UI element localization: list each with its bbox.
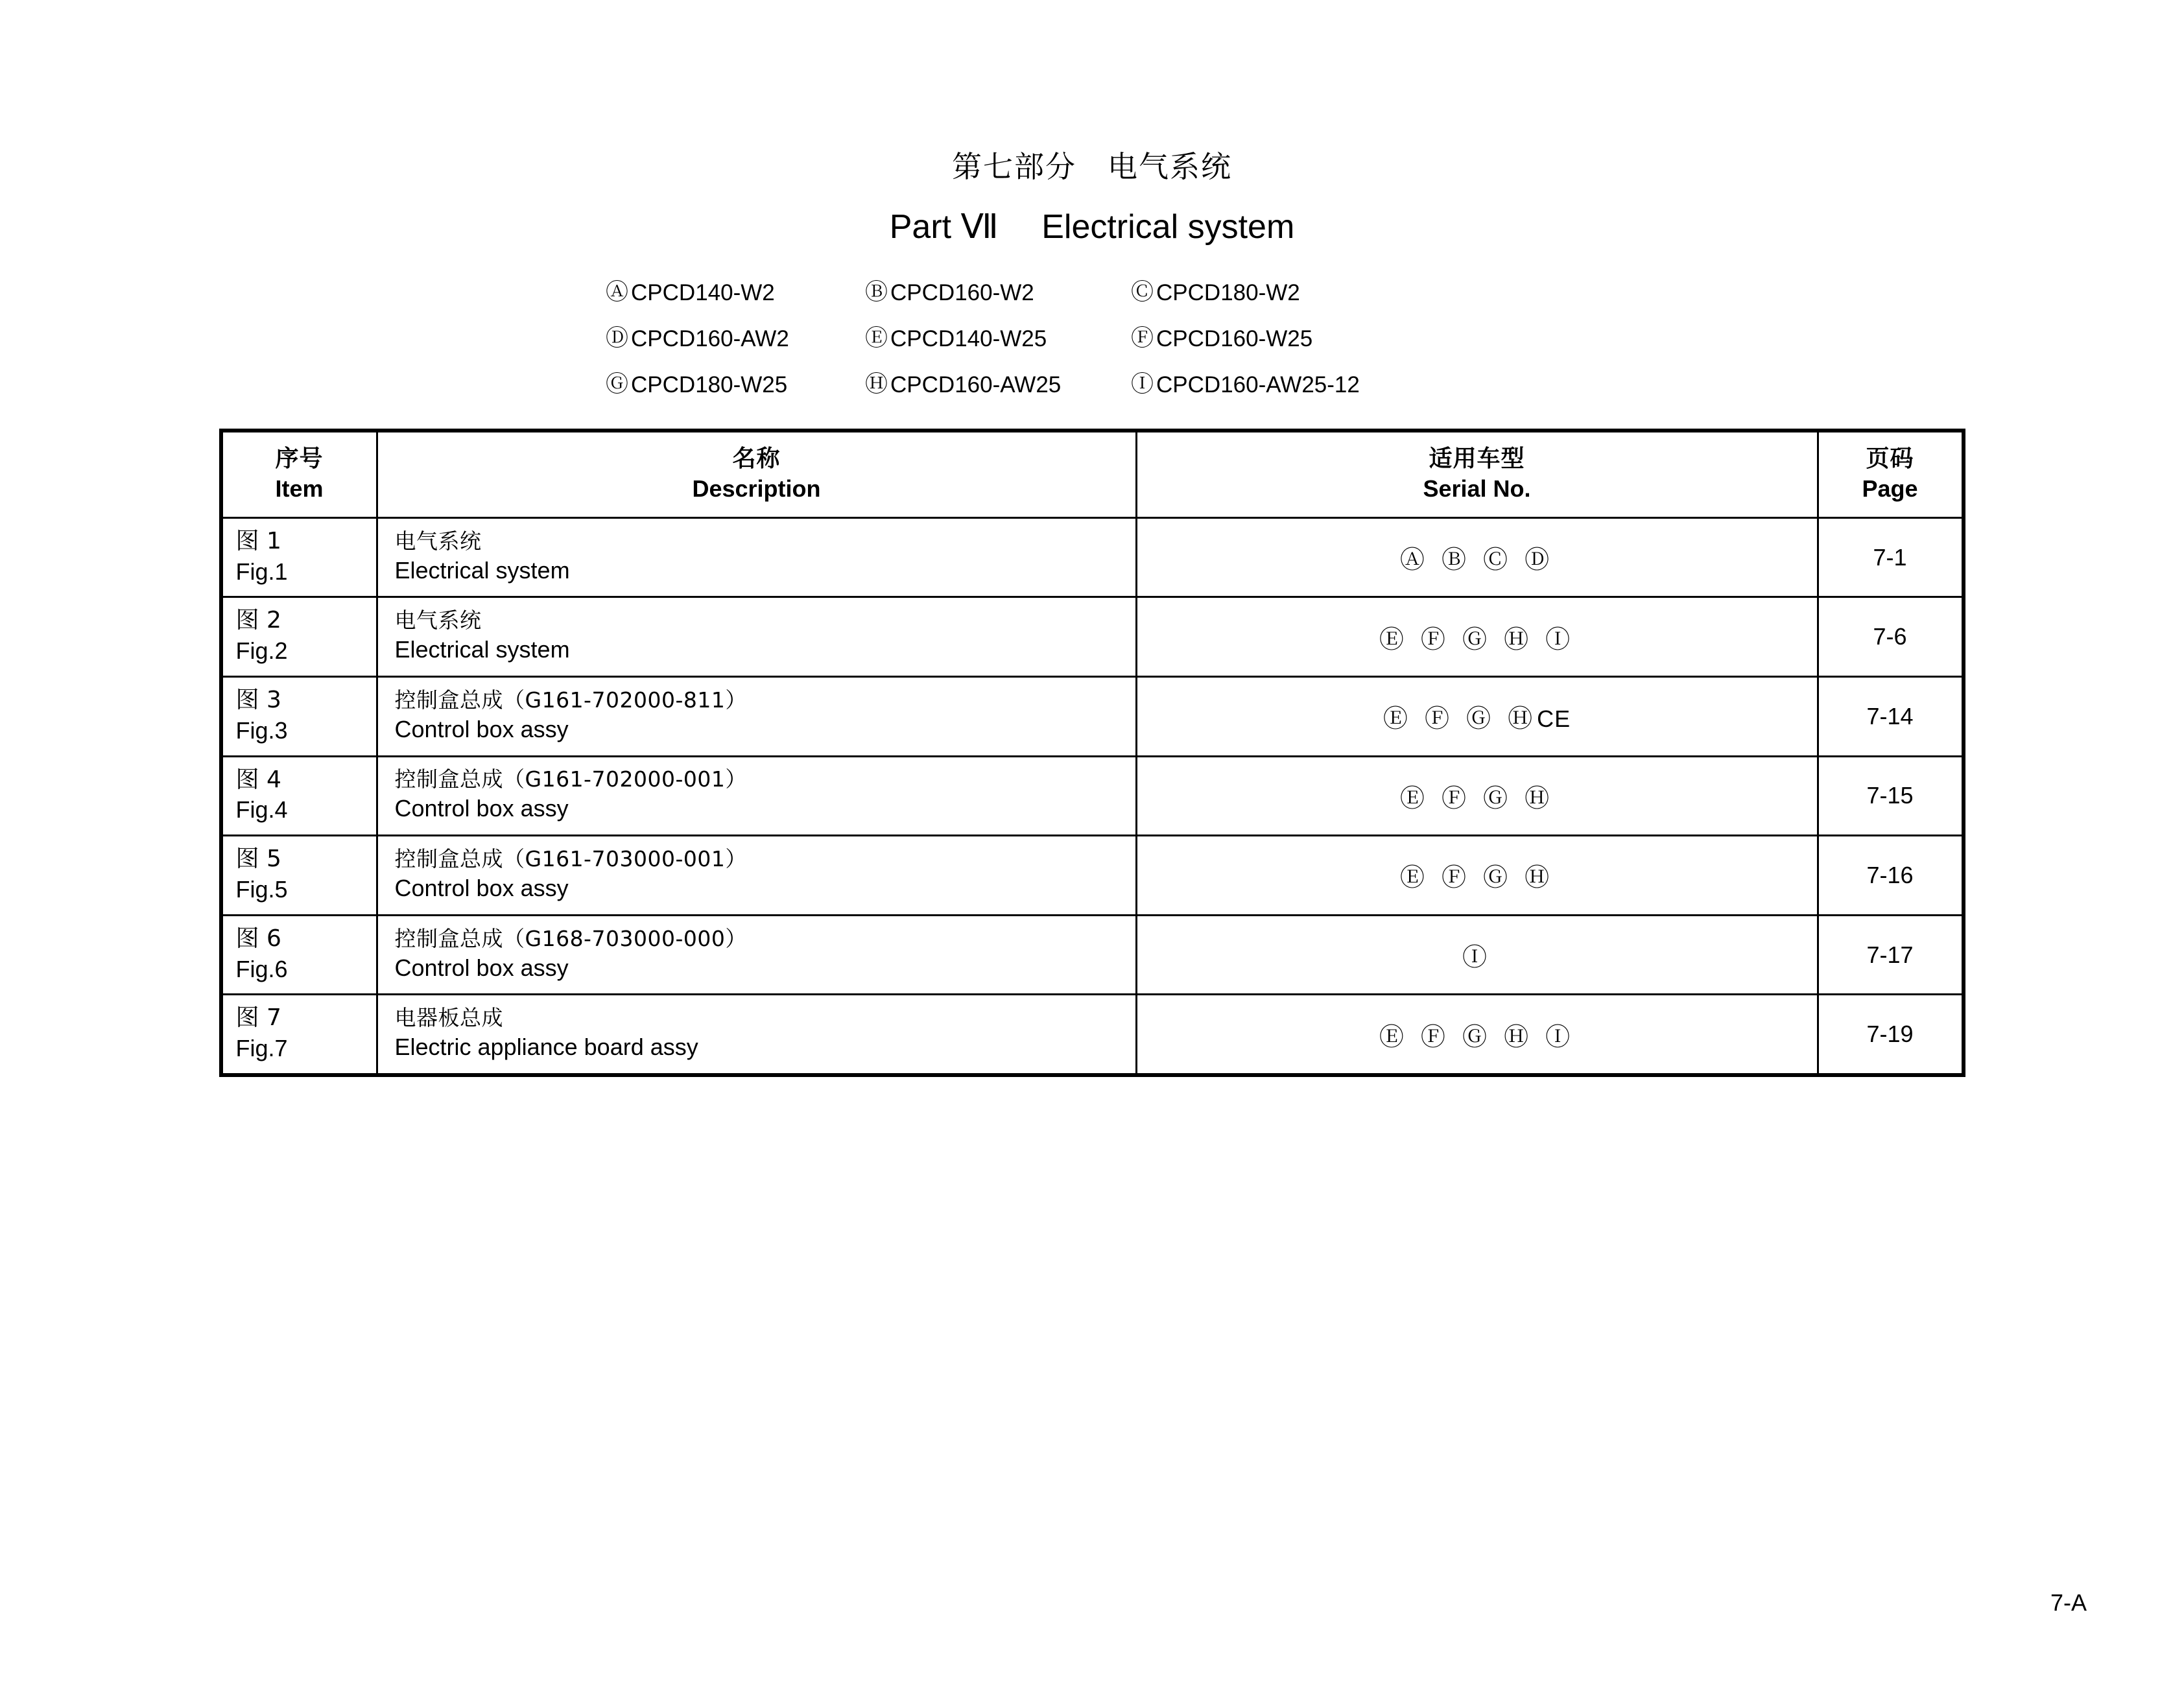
legend-item-label: CPCD140-W25 bbox=[890, 326, 1047, 351]
column-header-item-cn: 序号 bbox=[275, 445, 324, 472]
serial-marks: Ⓐ Ⓑ Ⓒ Ⓓ bbox=[1399, 545, 1554, 574]
description-en: Electrical system bbox=[394, 556, 570, 584]
legend-row bbox=[606, 281, 1578, 304]
circled-letter-icon: Ⓖ bbox=[606, 371, 629, 397]
column-header-serial-en: Serial No. bbox=[1423, 475, 1531, 502]
cell-page bbox=[1818, 915, 1964, 995]
description-en: Control box assy bbox=[394, 954, 569, 981]
legend-item bbox=[865, 327, 1131, 350]
item-number-cn: 图 2 bbox=[235, 607, 281, 634]
cell-item bbox=[221, 915, 377, 995]
item-number-cn: 图 6 bbox=[235, 925, 281, 952]
item-number-en: Fig.5 bbox=[235, 875, 288, 903]
legend-item-label: CPCD160-AW25 bbox=[890, 372, 1062, 397]
page-number: 7-15 bbox=[1866, 782, 1914, 809]
legend-item bbox=[865, 373, 1131, 396]
table-row bbox=[221, 995, 1964, 1075]
table-row bbox=[221, 597, 1964, 677]
description-cn: 电气系统 bbox=[394, 528, 482, 554]
circled-letter-icon: Ⓒ bbox=[1131, 279, 1154, 305]
page-number: 7-19 bbox=[1866, 1021, 1914, 1048]
legend-item-label: CPCD180-W2 bbox=[1156, 279, 1300, 305]
circled-letter-icon: Ⓑ bbox=[865, 279, 888, 305]
description-en: Control box assy bbox=[394, 715, 569, 742]
description-cn: 控制盒总成（G161-702000-001） bbox=[394, 766, 747, 792]
column-header-description-cn: 名称 bbox=[732, 445, 781, 472]
cell-page bbox=[1818, 676, 1964, 756]
legend-item-label: CPCD140-W2 bbox=[631, 279, 775, 305]
circled-letter-icon: Ⓕ bbox=[1131, 325, 1154, 351]
cell-serial bbox=[1136, 836, 1818, 916]
item-number-cn: 图 3 bbox=[235, 686, 281, 713]
legend-item-label: CPCD160-AW2 bbox=[631, 326, 789, 351]
item-number-cn: 图 1 bbox=[235, 527, 281, 554]
page-number: 7-17 bbox=[1866, 941, 1914, 968]
cell-page bbox=[1818, 836, 1964, 916]
page-number: 7-1 bbox=[1873, 543, 1907, 571]
cell-page bbox=[1818, 517, 1964, 597]
item-number-en: Fig.1 bbox=[235, 558, 288, 585]
description-en: Control box assy bbox=[394, 795, 569, 822]
legend-row bbox=[606, 373, 1578, 396]
description-cn: 电器板总成 bbox=[394, 1005, 503, 1031]
circled-letter-icon: Ⓗ bbox=[865, 371, 888, 397]
legend-item bbox=[606, 373, 865, 396]
legend-item-label: CPCD160-W25 bbox=[1156, 326, 1313, 351]
cell-item bbox=[221, 836, 377, 916]
table-row bbox=[221, 756, 1964, 836]
column-header-description-en: Description bbox=[692, 475, 821, 502]
index-table bbox=[219, 429, 1965, 1077]
legend-item bbox=[1131, 373, 1390, 396]
legend-item bbox=[865, 281, 1131, 304]
circled-letter-icon: Ⓔ bbox=[865, 325, 888, 351]
cell-description bbox=[377, 756, 1136, 836]
item-number-en: Fig.7 bbox=[235, 1035, 288, 1062]
description-cn: 电气系统 bbox=[394, 608, 482, 633]
legend-item-label: CPCD160-W2 bbox=[890, 279, 1034, 305]
column-header-page bbox=[1818, 431, 1964, 518]
cell-item bbox=[221, 517, 377, 597]
cell-description bbox=[377, 915, 1136, 995]
page-title-cn: 第七部分 电气系统 bbox=[952, 149, 1232, 184]
column-header-serial bbox=[1136, 431, 1818, 518]
column-header-serial-cn: 适用车型 bbox=[1429, 445, 1525, 472]
cell-page bbox=[1818, 597, 1964, 677]
item-number-cn: 图 4 bbox=[235, 766, 281, 793]
page-title-en: Part Ⅶ Electrical system bbox=[889, 208, 1295, 246]
cell-serial bbox=[1136, 756, 1818, 836]
page-number: 7-16 bbox=[1866, 861, 1914, 888]
cell-serial bbox=[1136, 915, 1818, 995]
item-number-en: Fig.4 bbox=[235, 796, 288, 823]
column-header-page-en: Page bbox=[1862, 475, 1918, 502]
serial-marks: Ⓔ Ⓕ Ⓖ Ⓗ bbox=[1399, 863, 1554, 892]
legend-item bbox=[606, 281, 865, 304]
page-number: 7-14 bbox=[1866, 702, 1914, 729]
column-header-item bbox=[221, 431, 377, 518]
item-number-en: Fig.3 bbox=[235, 716, 288, 744]
circled-letter-icon: Ⓐ bbox=[606, 279, 629, 305]
cell-item bbox=[221, 995, 377, 1075]
cell-description bbox=[377, 836, 1136, 916]
description-en: Electric appliance board assy bbox=[394, 1034, 698, 1061]
cell-page bbox=[1818, 995, 1964, 1075]
serial-marks: Ⓔ Ⓕ Ⓖ Ⓗ Ⓘ bbox=[1379, 1022, 1575, 1051]
cell-serial bbox=[1136, 597, 1818, 677]
item-number-cn: 图 5 bbox=[235, 846, 281, 873]
table-row bbox=[221, 676, 1964, 756]
cell-item bbox=[221, 676, 377, 756]
table-row bbox=[221, 915, 1964, 995]
description-en: Electrical system bbox=[394, 636, 570, 663]
description-cn: 控制盒总成（G161-702000-811） bbox=[394, 687, 747, 713]
model-legend bbox=[606, 281, 1578, 396]
cell-description bbox=[377, 676, 1136, 756]
description-cn: 控制盒总成（G168-703000-000） bbox=[394, 925, 747, 951]
cell-item bbox=[221, 756, 377, 836]
table-header-row bbox=[221, 431, 1964, 518]
cell-serial bbox=[1136, 995, 1818, 1075]
item-number-en: Fig.2 bbox=[235, 637, 288, 665]
footer-page-label: 7-A bbox=[2050, 1589, 2087, 1616]
column-header-item-en: Item bbox=[275, 475, 324, 502]
description-en: Control box assy bbox=[394, 874, 569, 901]
column-header-page-cn: 页码 bbox=[1866, 445, 1914, 472]
legend-item-label: CPCD160-AW25-12 bbox=[1156, 372, 1360, 397]
item-number-en: Fig.6 bbox=[235, 955, 288, 982]
cell-serial bbox=[1136, 517, 1818, 597]
circled-letter-icon: Ⓘ bbox=[1131, 371, 1154, 397]
cell-description bbox=[377, 597, 1136, 677]
legend-item bbox=[1131, 327, 1390, 350]
cell-description bbox=[377, 995, 1136, 1075]
page-number: 7-6 bbox=[1873, 623, 1907, 650]
legend-row bbox=[606, 327, 1578, 350]
cell-page bbox=[1818, 756, 1964, 836]
document-page bbox=[0, 149, 2184, 1693]
cell-serial bbox=[1136, 676, 1818, 756]
circled-letter-icon: Ⓓ bbox=[606, 325, 629, 351]
description-cn: 控制盒总成（G161-703000-001） bbox=[394, 846, 747, 872]
serial-extra: CE bbox=[1537, 705, 1571, 733]
cell-description bbox=[377, 517, 1136, 597]
legend-item-label: CPCD180-W25 bbox=[631, 372, 788, 397]
cell-item bbox=[221, 597, 377, 677]
column-header-description bbox=[377, 431, 1136, 518]
serial-marks: Ⓔ Ⓕ Ⓖ Ⓗ bbox=[1383, 704, 1537, 733]
table-row bbox=[221, 517, 1964, 597]
serial-marks: Ⓔ Ⓕ Ⓖ Ⓗ bbox=[1399, 783, 1554, 812]
legend-item bbox=[606, 327, 865, 350]
serial-marks: Ⓘ bbox=[1462, 943, 1491, 971]
table-row bbox=[221, 836, 1964, 916]
legend-item bbox=[1131, 281, 1390, 304]
serial-marks: Ⓔ Ⓕ Ⓖ Ⓗ Ⓘ bbox=[1379, 624, 1575, 654]
item-number-cn: 图 7 bbox=[235, 1004, 281, 1032]
